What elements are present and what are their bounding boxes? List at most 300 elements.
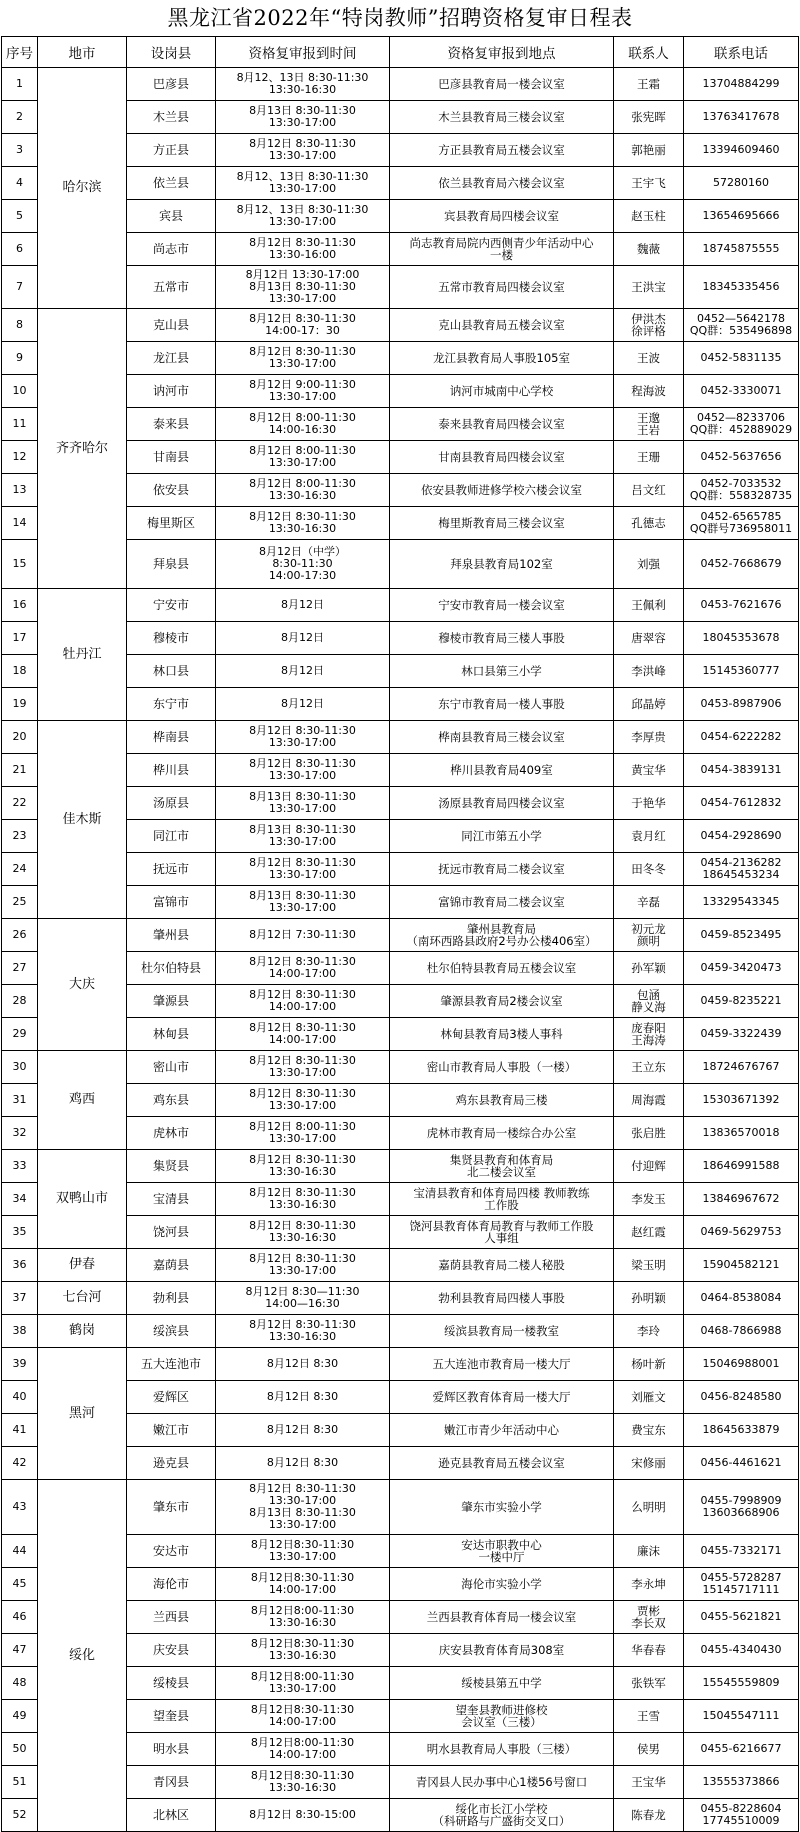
contact-cell: 王宝华 [614,1766,684,1799]
city-cell: 绥化 [38,1480,127,1832]
place-cell: 肇州县教育局 （南环西路县政府2号办公楼406室） [390,919,614,952]
place-cell: 抚远市教育局二楼会议室 [390,853,614,886]
table-row [2,1051,799,1084]
phone-cell: 0454-2928690 [684,820,799,853]
time-cell: 8月13日 8:30-11:30 13:30-17:00 [216,820,390,853]
contact-cell: 唐翠容 [614,622,684,655]
county-cell: 方正县 [127,134,216,167]
county-cell: 集贤县 [127,1150,216,1183]
row-number: 17 [2,622,38,655]
phone-cell: 0455-5621821 [684,1601,799,1634]
row-number: 49 [2,1700,38,1733]
place-cell: 望奎县教师进修校 会议室（三楼） [390,1700,614,1733]
row-number: 22 [2,787,38,820]
time-cell: 8月13日 8:30-11:30 13:30-17:00 [216,101,390,134]
place-cell: 宾县教育局四楼会议室 [390,200,614,233]
row-number: 50 [2,1733,38,1766]
table-row [2,1348,799,1381]
time-cell: 8月12日 8:30-11:30 14:00-17：30 [216,309,390,342]
table-row [2,1282,799,1315]
row-number: 8 [2,309,38,342]
table-row [2,919,799,952]
county-cell: 兰西县 [127,1601,216,1634]
contact-cell: 辛磊 [614,886,684,919]
phone-cell: 0459-8523495 [684,919,799,952]
time-cell: 8月12日 8:30-11:30 13:30-16:00 [216,233,390,266]
time-cell: 8月12日 8:30-11:30 13:30-16:30 [216,1216,390,1249]
contact-cell: 梁玉明 [614,1249,684,1282]
table-row [2,1315,799,1348]
city-cell: 七台河 [38,1282,127,1315]
contact-cell: 么明明 [614,1480,684,1535]
contact-cell: 孙明颖 [614,1282,684,1315]
county-cell: 林口县 [127,655,216,688]
place-cell: 五大连池市教育局一楼大厅 [390,1348,614,1381]
contact-cell: 杨叶新 [614,1348,684,1381]
time-cell: 8月12日8:30-11:30 13:30-16:30 [216,1766,390,1799]
city-cell: 哈尔滨 [38,68,127,309]
time-cell: 8月12、13日 8:30-11:30 13:30-17:00 [216,200,390,233]
row-number: 36 [2,1249,38,1282]
row-number: 37 [2,1282,38,1315]
phone-cell: 13704884299 [684,68,799,101]
row-number: 40 [2,1381,38,1414]
place-cell: 肇源县教育局2楼会议室 [390,985,614,1018]
time-cell: 8月12日 8:00-11:30 13:30-17:00 [216,441,390,474]
phone-cell: 0455-4340430 [684,1634,799,1667]
time-cell: 8月12日8:30-11:30 14:00-17:00 [216,1568,390,1601]
time-cell: 8月12日 8:30-11:30 13:30-17:00 [216,1084,390,1117]
phone-cell: 13555373866 [684,1766,799,1799]
place-cell: 富锦市教育局二楼会议室 [390,886,614,919]
contact-cell: 王波 [614,342,684,375]
row-number: 47 [2,1634,38,1667]
county-cell: 爱辉区 [127,1381,216,1414]
contact-cell: 程海波 [614,375,684,408]
place-cell: 庆安县教育体育局308室 [390,1634,614,1667]
contact-cell: 袁月红 [614,820,684,853]
county-cell: 桦南县 [127,721,216,754]
phone-cell: 0456-8248580 [684,1381,799,1414]
row-number: 33 [2,1150,38,1183]
city-cell: 大庆 [38,919,127,1051]
city-cell: 鸡西 [38,1051,127,1150]
row-number: 26 [2,919,38,952]
county-cell: 拜泉县 [127,540,216,589]
phone-cell: 13836570018 [684,1117,799,1150]
time-cell: 8月13日 8:30-11:30 13:30-17:00 [216,886,390,919]
phone-cell: 0455-8228604 17745510009 [684,1799,799,1832]
phone-cell: 18646991588 [684,1150,799,1183]
phone-cell: 0452-7668679 [684,540,799,589]
county-cell: 勃利县 [127,1282,216,1315]
time-cell: 8月12日8:00-11:30 14:00-17:00 [216,1733,390,1766]
county-cell: 肇源县 [127,985,216,1018]
time-cell: 8月12日 8:30 [216,1414,390,1447]
phone-cell: 13763417678 [684,101,799,134]
time-cell: 8月12日 8:00-11:30 13:30-17:00 [216,1117,390,1150]
time-cell: 8月12日 8:00-11:30 13:30-16:30 [216,474,390,507]
place-cell: 海伦市实验小学 [390,1568,614,1601]
time-cell: 8月12日 8:30-11:30 13:30-17:00 [216,721,390,754]
county-cell: 龙江县 [127,342,216,375]
place-cell: 明水县教育局人事股（三楼） [390,1733,614,1766]
contact-cell: 王霜 [614,68,684,101]
county-cell: 穆棱市 [127,622,216,655]
phone-cell: 13394609460 [684,134,799,167]
time-cell: 8月12日 8:00-11:30 14:00-16:30 [216,408,390,441]
time-cell: 8月12日 8:30-11:30 13:30-16:30 [216,1183,390,1216]
table-row [2,1249,799,1282]
row-number: 39 [2,1348,38,1381]
county-cell: 宝清县 [127,1183,216,1216]
place-cell: 安达市职教中心 一楼中厅 [390,1535,614,1568]
phone-cell: 0456-4461621 [684,1447,799,1480]
county-cell: 望奎县 [127,1700,216,1733]
county-cell: 庆安县 [127,1634,216,1667]
phone-cell: 0454-6222282 [684,721,799,754]
time-cell: 8月12日 8:30-11:30 13:30-17:00 [216,1051,390,1084]
county-cell: 虎林市 [127,1117,216,1150]
phone-cell: 0454-3839131 [684,754,799,787]
time-cell: 8月12日 8:30-11:30 13:30-16:30 [216,507,390,540]
county-cell: 汤原县 [127,787,216,820]
county-cell: 宁安市 [127,589,216,622]
row-number: 16 [2,589,38,622]
county-cell: 海伦市 [127,1568,216,1601]
phone-cell: 0454-2136282 18645453234 [684,853,799,886]
county-cell: 五常市 [127,266,216,309]
header-phone: 联系电话 [684,37,799,68]
row-number: 20 [2,721,38,754]
table-row [2,1150,799,1183]
contact-cell: 王立东 [614,1051,684,1084]
page-title: 黑龙江省2022年“特岗教师”招聘资格复审日程表 [167,6,633,30]
contact-cell: 赵玉柱 [614,200,684,233]
phone-cell: 13846967672 [684,1183,799,1216]
header-contact: 联系人 [614,37,684,68]
place-cell: 绥化市长江小学校 （科研路与广盛街交叉口） [390,1799,614,1832]
contact-cell: 初元龙 颜明 [614,919,684,952]
county-cell: 逊克县 [127,1447,216,1480]
phone-cell: 0452-5637656 [684,441,799,474]
row-number: 3 [2,134,38,167]
place-cell: 密山市教育局人事股（一楼） [390,1051,614,1084]
row-number: 46 [2,1601,38,1634]
place-cell: 泰来县教育局四楼会议室 [390,408,614,441]
place-cell: 嘉荫县教育局二楼人秘股 [390,1249,614,1282]
place-cell: 梅里斯教育局三楼会议室 [390,507,614,540]
row-number: 7 [2,266,38,309]
row-number: 30 [2,1051,38,1084]
phone-cell: 15145360777 [684,655,799,688]
place-cell: 虎林市教育局一楼综合办公室 [390,1117,614,1150]
contact-cell: 周海霞 [614,1084,684,1117]
place-cell: 拜泉县教育局102室 [390,540,614,589]
row-number: 28 [2,985,38,1018]
table-row [2,68,799,101]
place-cell: 穆棱市教育局三楼人事股 [390,622,614,655]
county-cell: 安达市 [127,1535,216,1568]
time-cell: 8月12日8:00-11:30 13:30-17:00 [216,1667,390,1700]
time-cell: 8月12日 8:30-11:30 13:30-17:00 [216,1249,390,1282]
row-number: 44 [2,1535,38,1568]
contact-cell: 吕文红 [614,474,684,507]
time-cell: 8月12日 8:30-11:30 14:00-17:00 [216,985,390,1018]
contact-cell: 包涵 静义海 [614,985,684,1018]
contact-cell: 李玲 [614,1315,684,1348]
row-number: 1 [2,68,38,101]
place-cell: 嫩江市青少年活动中心 [390,1414,614,1447]
county-cell: 林甸县 [127,1018,216,1051]
row-number: 24 [2,853,38,886]
place-cell: 宝清县教育和体育局四楼 教师教练 工作股 [390,1183,614,1216]
phone-cell: 0452-3330071 [684,375,799,408]
county-cell: 巴彦县 [127,68,216,101]
time-cell: 8月12日 13:30-17:00 8月13日 8:30-11:30 13:30-17:00 [216,266,390,309]
place-cell: 同江市第五小学 [390,820,614,853]
header-time: 资格复审报到时间 [216,37,390,68]
phone-cell: 0469-5629753 [684,1216,799,1249]
time-cell: 8月12日 8:30 [216,1447,390,1480]
contact-cell: 刘雁文 [614,1381,684,1414]
contact-cell: 王珊 [614,441,684,474]
contact-cell: 田冬冬 [614,853,684,886]
header-row [2,37,799,68]
place-cell: 桦南县教育局三楼会议室 [390,721,614,754]
county-cell: 绥棱县 [127,1667,216,1700]
time-cell: 8月12日 8:30-11:30 14:00-17:00 [216,1018,390,1051]
county-cell: 嘉荫县 [127,1249,216,1282]
phone-cell: 0455-5728287 15145717111 [684,1568,799,1601]
contact-cell: 王佩利 [614,589,684,622]
table-row [2,1480,799,1535]
time-cell: 8月12日（中学） 8:30-11:30 14:00-17:30 [216,540,390,589]
time-cell: 8月12日 8:30-11:30 13:30-16:30 [216,1315,390,1348]
county-cell: 同江市 [127,820,216,853]
contact-cell: 李厚贵 [614,721,684,754]
phone-cell: 18045353678 [684,622,799,655]
place-cell: 宁安市教育局一楼会议室 [390,589,614,622]
row-number: 32 [2,1117,38,1150]
phone-cell: 0454-7612832 [684,787,799,820]
phone-cell: 15545559809 [684,1667,799,1700]
time-cell: 8月12日 8:30-11:30 13:30-17:00 [216,342,390,375]
contact-cell: 王雪 [614,1700,684,1733]
contact-cell: 于艳华 [614,787,684,820]
phone-cell: 18724676767 [684,1051,799,1084]
row-number: 2 [2,101,38,134]
county-cell: 桦川县 [127,754,216,787]
table-body [2,68,799,1832]
phone-cell: 18345335456 [684,266,799,309]
contact-cell: 费宝东 [614,1414,684,1447]
contact-cell: 庞春阳 王海涛 [614,1018,684,1051]
row-number: 18 [2,655,38,688]
phone-cell: 0452-7033532 QQ群：558328735 [684,474,799,507]
time-cell: 8月12日 9:00-11:30 13:30-17:00 [216,375,390,408]
place-cell: 饶河县教育体育局教育与教师工作股 人事组 [390,1216,614,1249]
time-cell: 8月13日 8:30-11:30 13:30-17:00 [216,787,390,820]
time-cell: 8月12日8:30-11:30 13:30-17:00 [216,1535,390,1568]
time-cell: 8月12日8:30-11:30 13:30-16:30 [216,1634,390,1667]
city-cell: 佳木斯 [38,721,127,919]
phone-cell: 15904582121 [684,1249,799,1282]
phone-cell: 0452-5831135 [684,342,799,375]
row-number: 12 [2,441,38,474]
county-cell: 肇东市 [127,1480,216,1535]
place-cell: 勃利县教育局四楼人事股 [390,1282,614,1315]
place-cell: 克山县教育局五楼会议室 [390,309,614,342]
phone-cell: 0452—5642178 QQ群：535496898 [684,309,799,342]
county-cell: 北林区 [127,1799,216,1832]
row-number: 10 [2,375,38,408]
contact-cell: 王洪宝 [614,266,684,309]
time-cell: 8月12日 7:30-11:30 [216,919,390,952]
contact-cell: 付迎辉 [614,1150,684,1183]
contact-cell: 赵红霞 [614,1216,684,1249]
contact-cell: 宋修丽 [614,1447,684,1480]
contact-cell: 邱晶婷 [614,688,684,721]
phone-cell: 0455-6216677 [684,1733,799,1766]
row-number: 43 [2,1480,38,1535]
place-cell: 鸡东县教育局三楼 [390,1084,614,1117]
place-cell: 肇东市实验小学 [390,1480,614,1535]
contact-cell: 刘强 [614,540,684,589]
place-cell: 方正县教育局五楼会议室 [390,134,614,167]
row-number: 45 [2,1568,38,1601]
place-cell: 绥滨县教育局一楼教室 [390,1315,614,1348]
county-cell: 鸡东县 [127,1084,216,1117]
place-cell: 巴彦县教育局一楼会议室 [390,68,614,101]
county-cell: 甘南县 [127,441,216,474]
place-cell: 五常市教育局四楼会议室 [390,266,614,309]
place-cell: 兰西县教育体育局一楼会议室 [390,1601,614,1634]
row-number: 19 [2,688,38,721]
row-number: 21 [2,754,38,787]
county-cell: 绥滨县 [127,1315,216,1348]
row-number: 11 [2,408,38,441]
place-cell: 甘南县教育局四楼会议室 [390,441,614,474]
county-cell: 密山市 [127,1051,216,1084]
phone-cell: 15303671392 [684,1084,799,1117]
row-number: 31 [2,1084,38,1117]
county-cell: 青冈县 [127,1766,216,1799]
phone-cell: 15045547111 [684,1700,799,1733]
contact-cell: 张铁军 [614,1667,684,1700]
contact-cell: 黄宝华 [614,754,684,787]
row-number: 6 [2,233,38,266]
row-number: 51 [2,1766,38,1799]
row-number: 41 [2,1414,38,1447]
time-cell: 8月12日 [216,589,390,622]
place-cell: 龙江县教育局人事股105室 [390,342,614,375]
city-cell: 伊春 [38,1249,127,1282]
row-number: 27 [2,952,38,985]
place-cell: 集贤县教育和体育局 北二楼会议室 [390,1150,614,1183]
contact-cell: 华春春 [614,1634,684,1667]
time-cell: 8月12日 8:30 [216,1348,390,1381]
time-cell: 8月12日 8:30—11:30 14:00—16:30 [216,1282,390,1315]
phone-cell: 0459-3420473 [684,952,799,985]
row-number: 48 [2,1667,38,1700]
time-cell: 8月12日 8:30-15:00 [216,1799,390,1832]
row-number: 14 [2,507,38,540]
county-cell: 东宁市 [127,688,216,721]
phone-cell: 0455-7998909 13603668906 [684,1480,799,1535]
place-cell: 林甸县教育局3楼人事科 [390,1018,614,1051]
contact-cell: 郭艳丽 [614,134,684,167]
place-cell: 杜尔伯特县教育局五楼会议室 [390,952,614,985]
phone-cell: 13329543345 [684,886,799,919]
time-cell: 8月12日 [216,655,390,688]
county-cell: 依安县 [127,474,216,507]
table-row [2,309,799,342]
contact-cell: 孔德志 [614,507,684,540]
time-cell: 8月12日8:00-11:30 13:30-16:30 [216,1601,390,1634]
contact-cell: 张启胜 [614,1117,684,1150]
place-cell: 青冈县人民办事中心1楼56号窗口 [390,1766,614,1799]
time-cell: 8月12日 8:30-11:30 14:00-17:00 [216,952,390,985]
row-number: 15 [2,540,38,589]
time-cell: 8月12日 8:30-11:30 13:30-16:30 [216,1150,390,1183]
contact-cell: 陈春龙 [614,1799,684,1832]
place-cell: 木兰县教育局三楼会议室 [390,101,614,134]
time-cell: 8月12日8:30-11:30 14:00-17:00 [216,1700,390,1733]
row-number: 29 [2,1018,38,1051]
place-cell: 逊克县教育局五楼会议室 [390,1447,614,1480]
row-number: 52 [2,1799,38,1832]
county-cell: 宾县 [127,200,216,233]
contact-cell: 廉沫 [614,1535,684,1568]
phone-cell: 13654695666 [684,200,799,233]
table-row [2,721,799,754]
time-cell: 8月12日 8:30 [216,1381,390,1414]
county-cell: 克山县 [127,309,216,342]
county-cell: 讷河市 [127,375,216,408]
row-number: 23 [2,820,38,853]
header-city: 地市 [38,37,127,68]
county-cell: 杜尔伯特县 [127,952,216,985]
place-cell: 桦川县教育局409室 [390,754,614,787]
contact-cell: 侯男 [614,1733,684,1766]
time-cell: 8月12日 8:30-11:30 13:30-17:00 [216,853,390,886]
time-cell: 8月12、13日 8:30-11:30 13:30-16:30 [216,68,390,101]
table-row [2,589,799,622]
county-cell: 饶河县 [127,1216,216,1249]
contact-cell: 李洪峰 [614,655,684,688]
contact-cell: 张宪晖 [614,101,684,134]
place-cell: 汤原县教育局四楼会议室 [390,787,614,820]
county-cell: 五大连池市 [127,1348,216,1381]
time-cell: 8月12日 [216,622,390,655]
county-cell: 泰来县 [127,408,216,441]
time-cell: 8月12日 [216,688,390,721]
contact-cell: 李发玉 [614,1183,684,1216]
phone-cell: 18745875555 [684,233,799,266]
phone-cell: 57280160 [684,167,799,200]
county-cell: 尚志市 [127,233,216,266]
time-cell: 8月12、13日 8:30-11:30 13:30-17:00 [216,167,390,200]
city-cell: 双鸭山市 [38,1150,127,1249]
schedule-table [1,36,799,1832]
county-cell: 依兰县 [127,167,216,200]
contact-cell: 贾彬 李长双 [614,1601,684,1634]
row-number: 38 [2,1315,38,1348]
phone-cell: 0464-8538084 [684,1282,799,1315]
county-cell: 明水县 [127,1733,216,1766]
place-cell: 东宁市教育局一楼人事股 [390,688,614,721]
